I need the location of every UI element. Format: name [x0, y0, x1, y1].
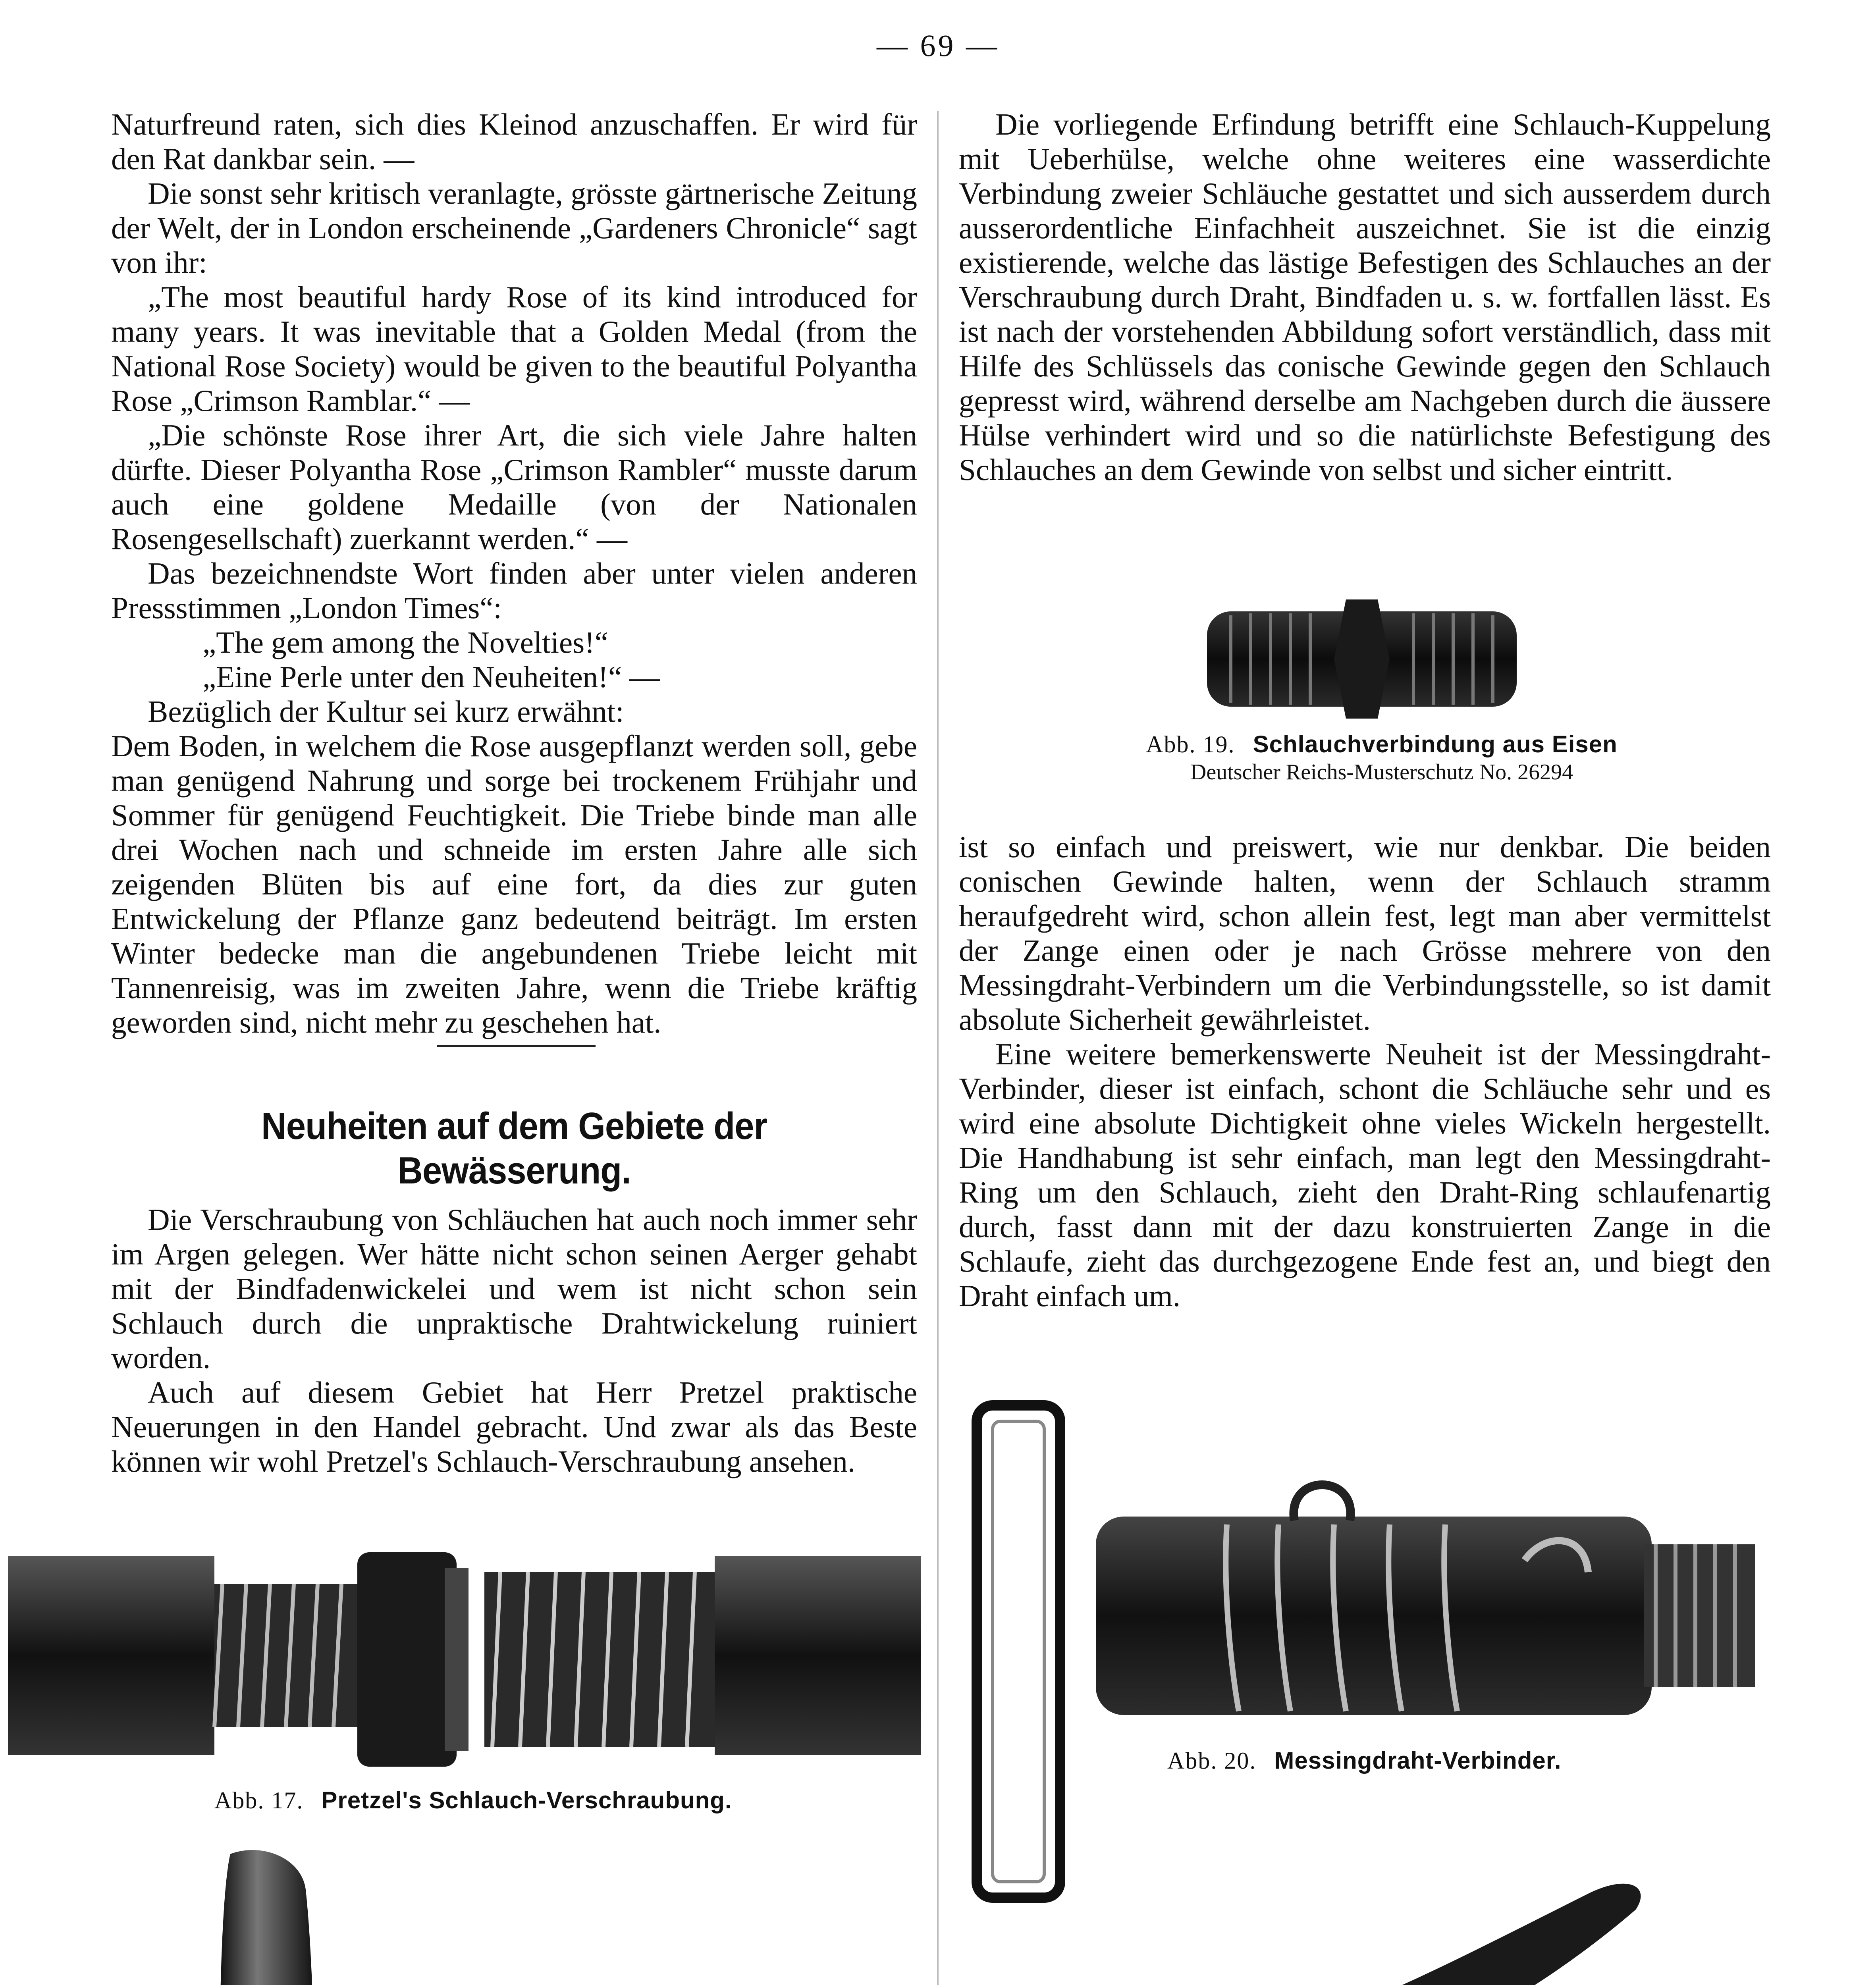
- quote-english: „The most beautiful hardy Rose of its kind introduced for many years. It was inevitable that a Golden Medal (from the National Rose Society) would be given to the beautiful Polyantha Rose „Crimson Ramblar.“ —: [111, 280, 917, 418]
- iron-hose-connector-illustration: [1203, 596, 1521, 723]
- right-column-mid: [959, 830, 1771, 1313]
- paragraph: Das bezeichnendste Wort finden aber unter vielen anderen Pressstimmen „London Times“:: [111, 556, 917, 625]
- figure-subtitle: Deutscher Reichs-Musterschutz No. 26294: [1190, 760, 1573, 784]
- paragraph: Eine weitere bemerkenswerte Neuheit ist der Messingdraht-Verbinder, dieser ist einfach, schont die Schläuche sehr und es wird eine absolute Dichtigkeit ohne vieles Wickeln hergestellt. Die Handhabung ist sehr einfach, man legt den Messingdraht-Ring um den Schlauch, zieht den Draht-Ring schlaufenartig durch, fasst dann mit der dazu konstruierten Zange in die Schlaufe, zieht das durchgezogene Ende fest an, und biegt den Draht einfach um.: [959, 1037, 1771, 1313]
- caption-abb20: [1167, 1747, 1562, 1775]
- right-column-top: [959, 107, 1771, 487]
- column-divider: [937, 111, 939, 1985]
- paragraph: Die Verschraubung von Schläuchen hat auch noch immer sehr im Argen gelegen. Wer hätte nicht schon seinen Aerger gehabt mit der Bindfadenwickelei und wem ist nicht schon sein Schlauch durch die unpraktische Drahtwickelung ruiniert worden.: [111, 1203, 917, 1375]
- brass-wire-connector-illustration: [1088, 1469, 1763, 1739]
- kultur-intro: Bezüglich der Kultur sei kurz erwähnt:: [148, 694, 624, 728]
- figure-number: Abb. 17.: [214, 1787, 304, 1813]
- figure-title: Messingdraht-Verbinder.: [1274, 1747, 1562, 1774]
- key-tool-illustration: [199, 1842, 794, 1985]
- hose-coupling-illustration: [8, 1540, 921, 1786]
- left-column: [111, 107, 917, 1479]
- section-heading: Neuheiten auf dem Gebiete der Bewässerung.: [261, 1105, 767, 1192]
- page-number: — 69 —: [877, 28, 999, 63]
- paragraph: Die vorliegende Erfindung betrifft eine Schlauch-Kuppelung mit Ueberhülse, welche ohne weiteres eine wasserdichte Verbindung zweier Schläuche gestattet und sich ausserdem durch ausserordentliche Einfachheit auszeichnet. Sie ist die einzig existierende, welche das lästige Befestigen des Schlauches an der Verschraubung durch Draht, Bindfaden u. s. w. fortfallen lässt. Es ist nach der vorstehenden Abbildung sofort verständlich, dass mit Hilfe des Schlüssels das conische Gewinde gegen den Schlauch gepresst wird, während derselbe am Nachgeben durch die äussere Hülse verhindert wird und so die natürlichste Befestigung des Schlauches an dem Gewinde von selbst und sicher eintritt.: [959, 107, 1771, 487]
- caption-abb17: [214, 1786, 732, 1814]
- figure-number: Abb. 19.: [1146, 731, 1235, 757]
- wire-ring-illustration: [969, 1397, 1068, 1906]
- figure-title: Pretzel's Schlauch-Verschraubung.: [321, 1787, 732, 1813]
- paragraph: Naturfreund raten, sich dies Kleinod anzuschaffen. Er wird für den Rat dankbar sein. —: [111, 107, 917, 176]
- quote-line: „The gem among the Novelties!“: [202, 625, 609, 659]
- paragraph: Auch auf diesem Gebiet hat Herr Pretzel praktische Neuerungen in den Handel gebracht. Und zwar als das Beste können wir wohl Pretzel's Schlauch-Verschraubung ansehen.: [111, 1375, 917, 1478]
- paragraph: ist so einfach und preiswert, wie nur denkbar. Die beiden conischen Gewinde halten, wenn der Schlauch stramm heraufgedreht wird, schon allein fest, legt man aber vermittelst der Zange einen oder je nach Grösse mehrere von den Messingdraht-Verbindern um die Verbindungsstelle, so ist damit absolute Sicherheit gewährleistet.: [959, 830, 1771, 1037]
- kultur-text: Dem Boden, in welchem die Rose ausgepflanzt werden soll, gebe man genügend Nahrung und sorge bei trockenem Frühjahr und Sommer für genügend Feuchtigkeit. Die Triebe binde man alle drei Wochen nach und schneide im ersten Jahre alle sich zeigenden Blüten bis auf eine fort, da dies zur guten Entwickelung der Pflanze ganz bedeutend beiträgt. Im ersten Winter bedecke man die angebundenen Triebe leicht mit Tannenreisig, was im zweiten Jahre, wenn die Triebe kräftig geworden sind, nicht mehr zu geschehen hat.: [111, 729, 917, 1039]
- figure-title: Schlauchverbindung aus Eisen: [1253, 731, 1618, 757]
- figure-number: Abb. 20.: [1167, 1748, 1257, 1774]
- section-rule: [437, 1045, 596, 1047]
- pliers-illustration: [1072, 1866, 1747, 1985]
- paragraph: Die sonst sehr kritisch veranlagte, grösste gärtnerische Zeitung der Welt, der in London erscheinende „Gardeners Chronicle“ sagt von ihr:: [111, 176, 917, 279]
- caption-abb19: [1104, 730, 1660, 786]
- quote-line: „Eine Perle unter den Neuheiten!“ —: [202, 660, 660, 694]
- quote-german: „Die schönste Rose ihrer Art, die sich viele Jahre halten dürfte. Dieser Polyantha Rose „Crimson Rambler“ musste darum auch eine goldene Medaille (von der Nationalen Rosengesellschaft) zuerkannt werden.“ —: [111, 418, 917, 556]
